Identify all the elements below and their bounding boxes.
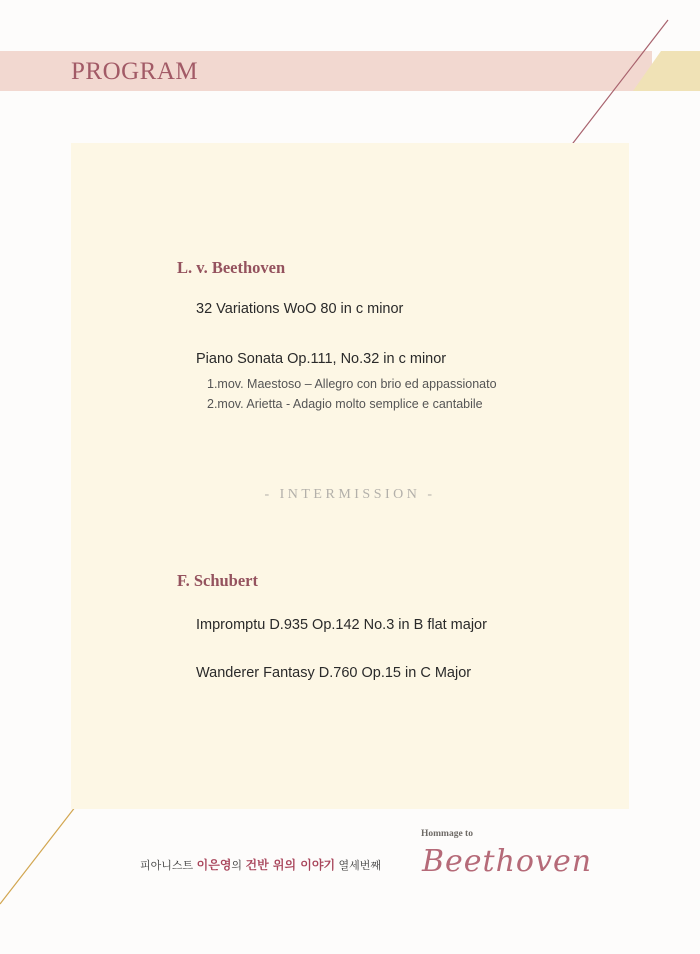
intermission-label: - INTERMISSION -	[264, 487, 436, 502]
movement-line: 2.mov. Arietta - Adagio molto semplice e cantabile	[207, 397, 483, 411]
series-suffix: 열세번째	[335, 859, 382, 872]
pianist-name: 이은영	[196, 858, 232, 872]
series-prefix: 피아니스트	[140, 859, 197, 872]
beethoven-logo-script: Beethoven	[422, 844, 593, 879]
work-title: Piano Sonata Op.111, No.32 in c minor	[196, 351, 447, 367]
series-title: 건반 위의 이야기	[245, 858, 336, 872]
page-title: PROGRAM	[71, 58, 199, 85]
program-card	[71, 143, 629, 809]
work-title: Wanderer Fantasy D.760 Op.15 in C Major	[196, 665, 472, 681]
work-title: 32 Variations WoO 80 in c minor	[196, 301, 404, 317]
series-particle: 의	[231, 859, 246, 872]
hommage-label: Hommage to	[421, 829, 473, 839]
composer-beethoven: L. v. Beethoven	[177, 258, 286, 277]
series-caption	[140, 856, 381, 873]
composer-schubert: F. Schubert	[177, 571, 258, 590]
movement-line: 1.mov. Maestoso – Allegro con brio ed appassionato	[207, 377, 497, 391]
work-title: Impromptu D.935 Op.142 No.3 in B flat major	[196, 617, 487, 633]
